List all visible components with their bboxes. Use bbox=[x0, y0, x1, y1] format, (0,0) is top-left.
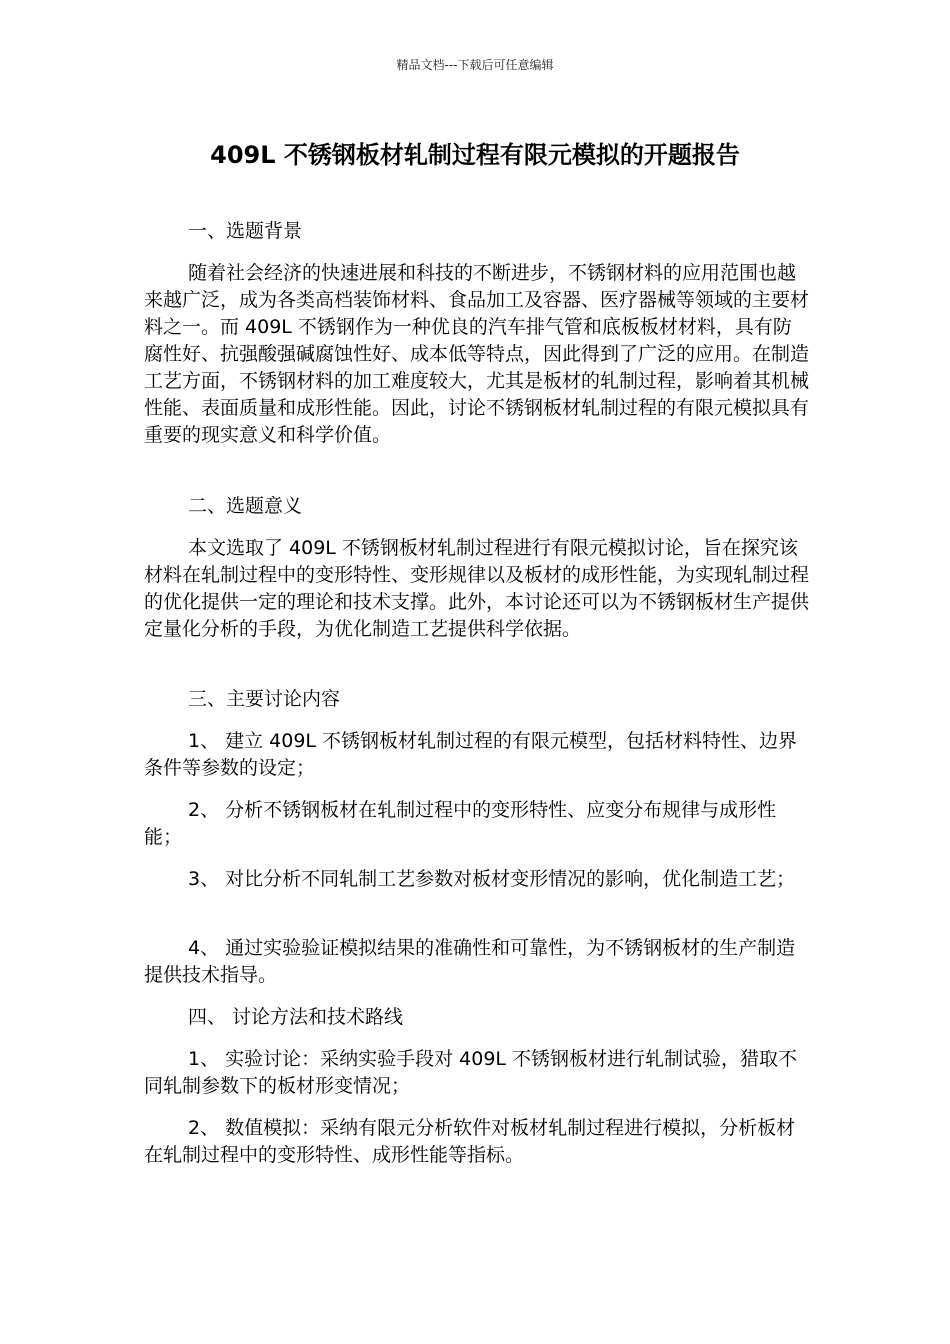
page-header: 精品文档---下载后可任意编辑 bbox=[396, 58, 554, 72]
list-item-content-3: 3、 对比分析不同轧制工艺参数对板材变形情况的影响，优化制造工艺； bbox=[188, 868, 796, 890]
list-item-content-1: 1、 建立 409L 不锈钢板材轧制过程的有限元模型，包括材料特性、边界条件等参数的设定； bbox=[144, 730, 798, 779]
section-heading-methods: 四、 讨论方法和技术路线 bbox=[188, 1006, 404, 1028]
paragraph-significance: 本文选取了 409L 不锈钢板材轧制过程进行有限元模拟讨论，旨在探究该材料在轧制过程中的变形特性、变形规律以及板材的成形性能，为实现轧制过程的优化提供一定的理论和技术支撑。此外，本讨论还可以为不锈钢板材生产提供定量化分析的手段，为优化制造工艺提供科学依据。 bbox=[144, 537, 810, 640]
list-item-method-1: 1、 实验讨论：采纳实验手段对 409L 不锈钢板材进行轧制试验，猎取不同轧制参数下的板材形变情况； bbox=[144, 1048, 798, 1097]
section-heading-content: 三、主要讨论内容 bbox=[188, 688, 341, 710]
section-heading-significance: 二、选题意义 bbox=[188, 495, 303, 517]
paragraph-background: 随着社会经济的快速进展和科技的不断进步，不锈钢材料的应用范围也越来越广泛，成为各类高档装饰材料、食品加工及容器、医疗器械等领域的主要材料之一。而 409L 不锈钢作为一种优良的汽车排气管和底板板材材料，具有防腐性好、抗强酸强碱腐蚀性好、成本低等特点，因此得到了广泛的应用。在制造工艺方面，不锈钢材料的加工难度较大，尤其是板材的轧制过程，影响着其机械性能、表面质量和成形性能。因此，讨论不锈钢板材轧制过程的有限元模拟具有重要的现实意义和科学价值。 bbox=[144, 262, 810, 446]
list-item-content-2: 2、 分析不锈钢板材在轧制过程中的变形特性、应变分布规律与成形性能； bbox=[144, 799, 777, 848]
section-heading-background: 一、选题背景 bbox=[188, 220, 303, 242]
list-item-content-4: 4、 通过实验验证模拟结果的准确性和可靠性，为不锈钢板材的生产制造提供技术指导。 bbox=[144, 937, 796, 986]
list-item-method-2: 2、 数值模拟：采纳有限元分析软件对板材轧制过程进行模拟，分析板材在轧制过程中的变形特性、成形性能等指标。 bbox=[144, 1117, 796, 1166]
document-title: 409L 不锈钢板材轧制过程有限元模拟的开题报告 bbox=[210, 141, 740, 169]
